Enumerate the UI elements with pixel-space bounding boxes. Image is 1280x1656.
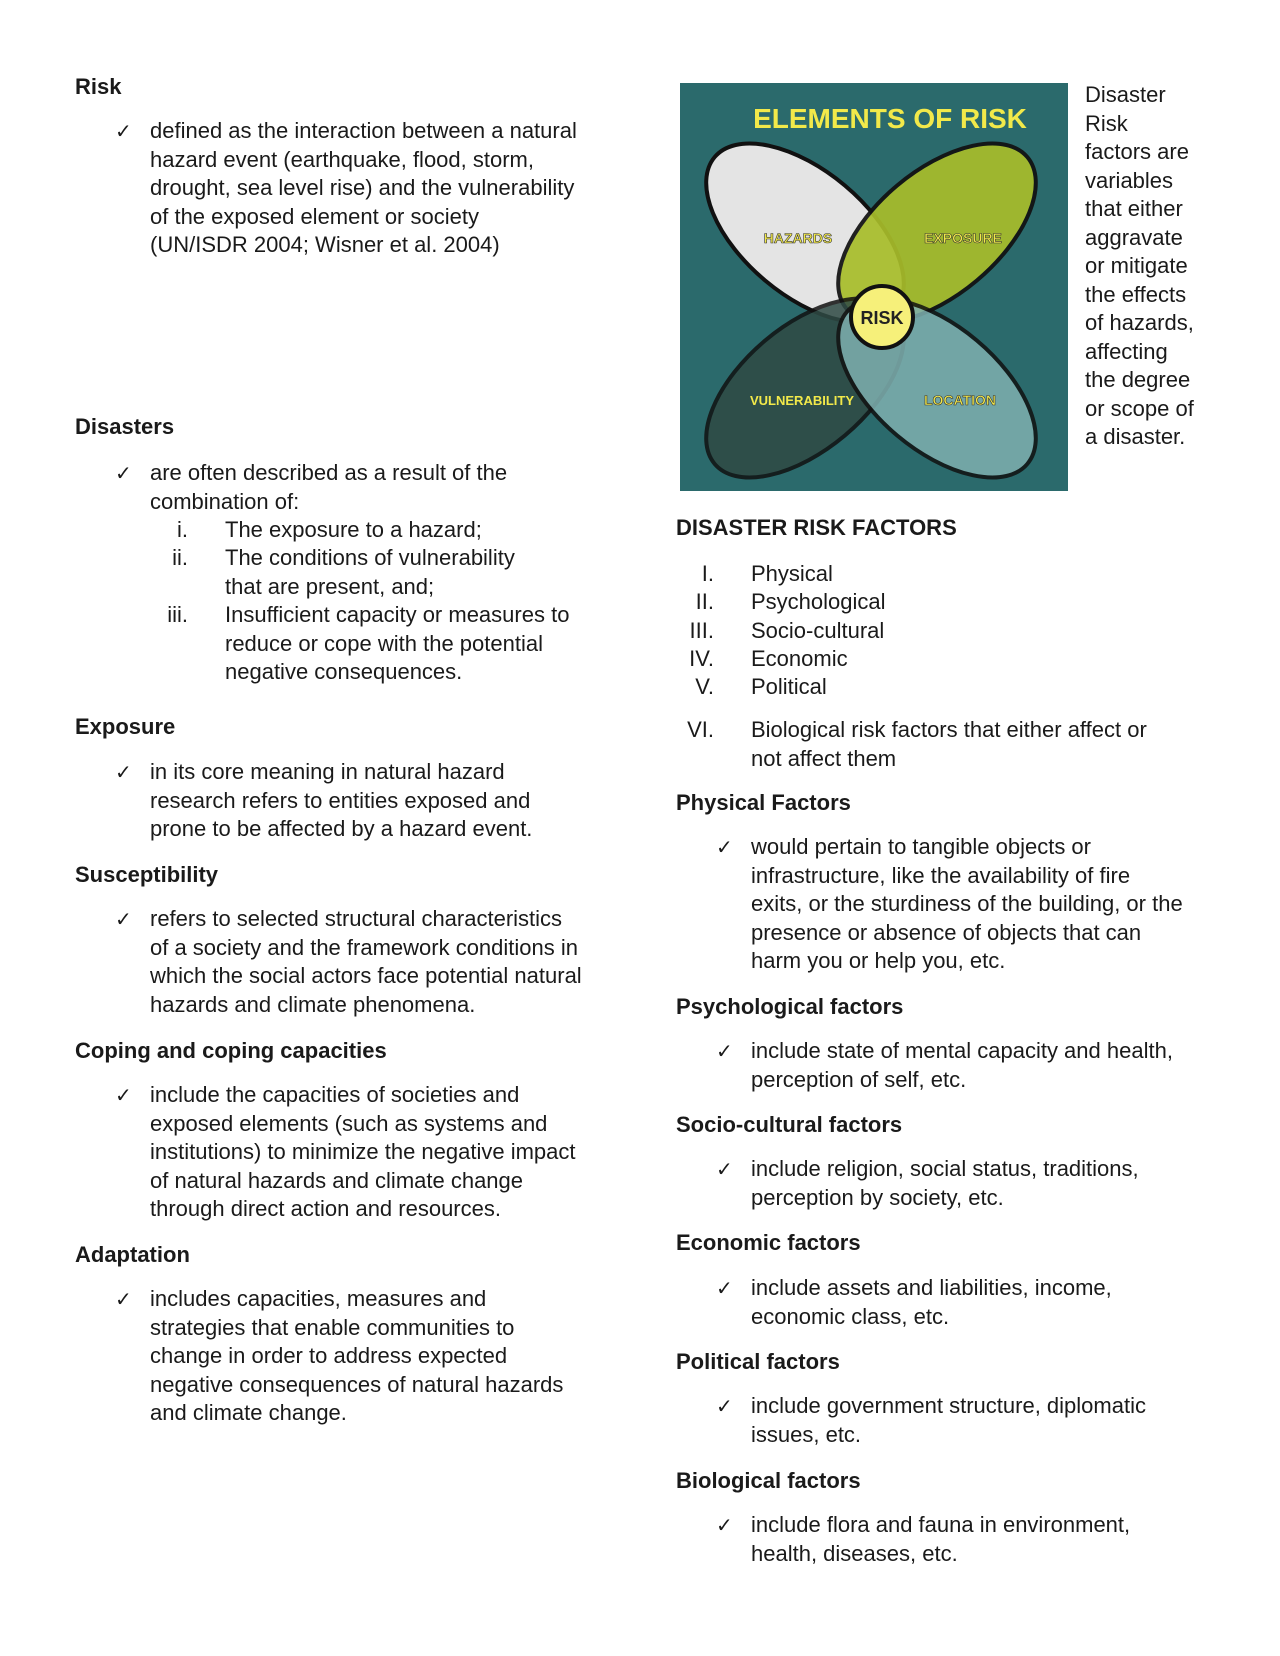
line: that either [1085, 196, 1183, 221]
list-number: ii. [172, 545, 188, 570]
risk-bullet [115, 117, 577, 260]
line: economic class, etc. [751, 1303, 950, 1329]
list-item: Political [751, 674, 827, 699]
heading-biological-factors: Biological factors [676, 1468, 861, 1493]
line: strategies that enable communities to [150, 1314, 515, 1340]
line: include assets and liabilities, income, [751, 1275, 1112, 1300]
line: Risk [1085, 110, 1128, 136]
socio-bullet [716, 1155, 1139, 1212]
list-number: V. [695, 674, 714, 699]
check-icon: ✓ [115, 760, 132, 784]
check-icon: ✓ [716, 1513, 733, 1537]
line: include government structure, diplomatic [751, 1393, 1146, 1418]
heading-disasters: Disasters [75, 414, 175, 439]
list-item: Economic [751, 646, 848, 671]
economic-bullet [716, 1274, 1112, 1331]
hazards-label: HAZARDS [763, 230, 833, 246]
line: through direct action and resources. [150, 1196, 501, 1221]
check-icon: ✓ [716, 1039, 733, 1063]
line: infrastructure, like the availability of fire [751, 862, 1131, 888]
line: Disaster [1085, 82, 1166, 107]
line: of a society and the framework conditions in [150, 934, 579, 960]
exposure-label: EXPOSURE [924, 230, 1002, 246]
check-icon: ✓ [115, 461, 132, 485]
heading-physical-factors: Physical Factors [676, 790, 851, 815]
political-bullet [716, 1392, 1146, 1449]
heading-exposure: Exposure [75, 714, 176, 739]
heading-susceptibility: Susceptibility [75, 862, 219, 887]
physical-bullet [716, 833, 1183, 976]
line: the degree [1085, 367, 1191, 392]
line: which the social actors face potential natural [150, 963, 582, 988]
elements-of-risk-diagram [680, 83, 1068, 491]
list-item [225, 516, 482, 545]
line: exposed elements (such as systems and [150, 1110, 548, 1136]
line: change in order to address expected [150, 1343, 508, 1368]
check-icon: ✓ [716, 1276, 733, 1300]
line: of the exposed element or society [150, 203, 479, 229]
list-item: Physical [751, 561, 833, 586]
check-icon: ✓ [115, 907, 132, 931]
line: drought, sea level rise) and the vulnerability [150, 175, 575, 200]
exposure-bullet [115, 758, 533, 844]
line: negative consequences of natural hazards [150, 1371, 564, 1397]
line: health, diseases, etc. [751, 1540, 958, 1566]
line: factors are [1085, 139, 1189, 164]
line: The conditions of vulnerability [225, 545, 515, 570]
line: perception by society, etc. [751, 1184, 1004, 1210]
line: Biological risk factors that either affect or [751, 717, 1147, 742]
list-number: iii. [167, 602, 188, 627]
line: include state of mental capacity and health, [751, 1038, 1173, 1063]
line: of natural hazards and climate change [150, 1167, 524, 1193]
line: institutions) to minimize the negative impact [150, 1139, 576, 1164]
check-icon: ✓ [115, 1287, 132, 1311]
check-icon: ✓ [716, 1157, 733, 1181]
line: include religion, social status, traditions, [751, 1156, 1139, 1181]
list-item: Psychological [751, 589, 886, 614]
psychological-bullet [716, 1037, 1173, 1094]
list-number: VI. [687, 717, 714, 742]
list-number: II. [695, 589, 714, 614]
line: prone to be affected by a hazard event. [150, 816, 533, 841]
line: includes capacities, measures and [150, 1286, 487, 1311]
line: The exposure to a hazard; [225, 517, 482, 542]
line: presence or absence of objects that can [751, 919, 1142, 945]
line: or mitigate [1085, 253, 1188, 278]
line: aggravate [1085, 224, 1183, 250]
line: hazards and climate phenomena. [150, 991, 476, 1017]
line: are often described as a result of the [150, 460, 508, 485]
line: negative consequences. [225, 659, 463, 684]
line: perception of self, etc. [751, 1066, 967, 1092]
list-item [751, 716, 1147, 773]
adaptation-bullet [115, 1285, 564, 1428]
line: reduce or cope with the potential [225, 630, 543, 656]
heading-socio-cultural-factors: Socio-cultural factors [676, 1112, 903, 1137]
heading-adaptation: Adaptation [75, 1242, 190, 1267]
heading-political-factors: Political factors [676, 1349, 840, 1374]
line: hazard event (earthquake, flood, storm, [150, 146, 534, 172]
line: or scope of [1085, 395, 1194, 421]
line: Insufficient capacity or measures to [225, 602, 570, 627]
list-item: Socio-cultural [751, 618, 885, 643]
vulnerability-label: VULNERABILITY [750, 393, 854, 408]
heading-economic-factors: Economic factors [676, 1230, 861, 1255]
biological-bullet [716, 1511, 1131, 1568]
check-icon: ✓ [115, 1083, 132, 1107]
coping-bullet [115, 1081, 576, 1224]
line: a disaster. [1085, 424, 1186, 449]
location-label: LOCATION [923, 392, 997, 408]
list-number: I. [701, 561, 714, 586]
diagram-title: ELEMENTS OF RISK [753, 103, 1027, 134]
side-caption [1085, 81, 1215, 452]
line: affecting [1085, 338, 1168, 364]
line: include flora and fauna in environment, [751, 1512, 1131, 1537]
line: include the capacities of societies and [150, 1082, 520, 1107]
risk-label: RISK [860, 308, 904, 328]
list-number: III. [689, 618, 714, 643]
line: (UN/ISDR 2004; Wisner et al. 2004) [150, 232, 500, 257]
list-number: IV. [689, 646, 714, 671]
line: and climate change. [150, 1400, 347, 1425]
line: refers to selected structural characteristics [150, 906, 563, 931]
heading-coping: Coping and coping capacities [75, 1038, 387, 1063]
line: in its core meaning in natural hazard [150, 759, 505, 784]
disasters-bullet [115, 459, 508, 516]
heading-psychological-factors: Psychological factors [676, 994, 904, 1019]
line: harm you or help you, etc. [751, 948, 1006, 973]
check-icon: ✓ [716, 1394, 733, 1418]
susceptibility-bullet [115, 905, 582, 1019]
line: exits, or the sturdiness of the building, or the [751, 891, 1183, 916]
heading-risk: Risk [75, 74, 122, 99]
check-icon: ✓ [115, 119, 132, 143]
line: the effects [1085, 281, 1187, 307]
list-item [225, 601, 569, 687]
line: defined as the interaction between a natural [150, 118, 577, 143]
line: issues, etc. [751, 1421, 862, 1447]
heading-disaster-risk-factors: DISASTER RISK FACTORS [676, 515, 957, 540]
line: research refers to entities exposed and [150, 787, 531, 813]
line: not affect them [751, 745, 897, 771]
list-item [225, 544, 515, 601]
check-icon: ✓ [716, 835, 733, 859]
line: combination of: [150, 488, 300, 514]
line: variables [1085, 167, 1174, 193]
line: of hazards, [1085, 310, 1194, 335]
line: would pertain to tangible objects or [751, 834, 1091, 859]
line: that are present, and; [225, 573, 435, 599]
list-number: i. [177, 517, 188, 542]
